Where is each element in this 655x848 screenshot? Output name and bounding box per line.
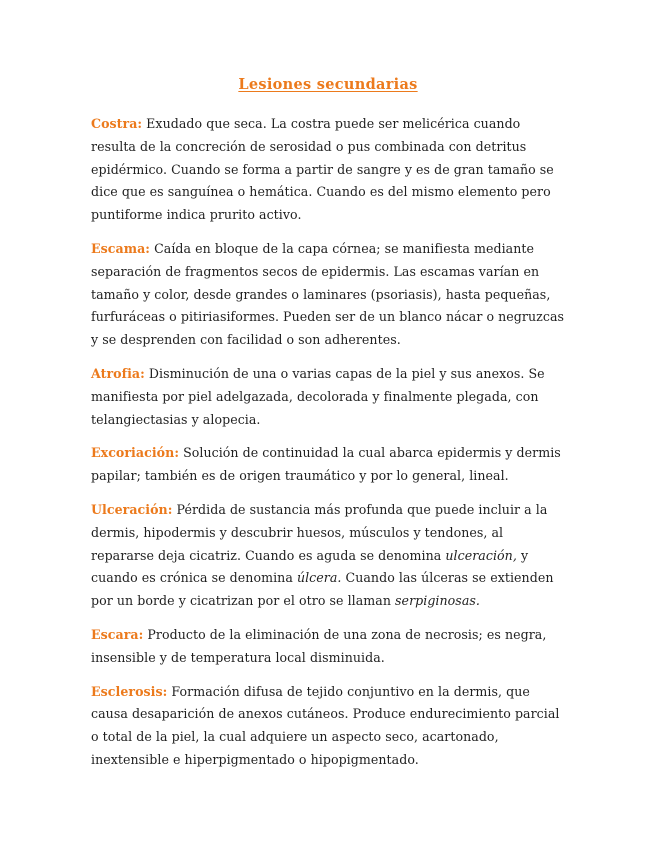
entry-definition-italic: ulceración, xyxy=(445,547,517,563)
entry-esclerosis xyxy=(91,681,565,772)
entry-costra xyxy=(91,113,565,227)
entry-definition: Formación difusa de tejido conjuntivo en la dermis, que causa desaparición de anexos cutáneos. Produce endurecimiento parcial o total de la piel, la cual adquiere un aspecto seco, acartonado, inextensible e hiperpigmentado o hipopigmentado. xyxy=(91,683,560,767)
entry-definition-italic: serpiginosas. xyxy=(395,593,480,609)
entry-term: Esclerosis: xyxy=(91,683,168,699)
entry-definition: Producto de la eliminación de una zona de necrosis; es negra, insensible y de temperatura local disminuida. xyxy=(91,626,547,665)
entry-term: Costra: xyxy=(91,116,143,131)
entry-definition: Caída en bloque de la capa córnea; se manifiesta mediante separación de fragmentos secos de epidermis. Las escamas varían en tamaño y color, desde grandes o laminares (psoriasis), hasta pequeñas, furfuráceas o pitiriasiformes. Pueden ser de un blanco nácar o negruzcas y se desprenden con facilidad o son adherentes. xyxy=(91,240,565,348)
entry-definition-italic: úlcera. xyxy=(296,570,342,586)
entry-atrofia xyxy=(91,363,565,431)
entry-term: Escara: xyxy=(91,626,144,642)
entry-ulceracion xyxy=(91,499,565,613)
entry-definition-part: Cuando las úlceras se extienden por un borde y cicatrizan por el otro se llaman xyxy=(91,570,554,609)
entry-term: Ulceración: xyxy=(91,501,173,517)
document-title: Lesiones secundarias xyxy=(238,76,418,93)
entry-term: Escama: xyxy=(91,240,151,256)
entry-definition: Solución de continuidad la cual abarca epidermis y dermis papilar; también es de origen traumático y por lo general, lineal. xyxy=(91,445,561,484)
entry-term: Excoriación: xyxy=(91,445,180,461)
entry-excoriacion xyxy=(91,442,565,488)
entry-escama xyxy=(91,238,565,352)
entry-definition-part: y cuando es crónica se denomina xyxy=(91,547,529,586)
entry-definition: Disminución de una o varias capas de la piel y sus anexos. Se manifiesta por piel adelgazada, decolorada y finalmente plegada, con telangiectasias y alopecia. xyxy=(91,365,545,427)
entry-definition-part: Pérdida de sustancia más profunda que puede incluir a la dermis, hipodermis y descubrir huesos, músculos y tendones, al repararse deja cicatriz. Cuando es aguda se denomina xyxy=(91,501,548,563)
entry-term: Atrofia: xyxy=(91,365,145,381)
entry-escara xyxy=(91,624,565,670)
entry-definition: Exudado que seca. La costra puede ser melicérica cuando resulta de la concreción de serosidad o pus combinada con detritus epidérmico. Cuando se forma a partir de sangre y es de gran tamaño se dice que es sanguínea o hemática. Cuando es del mismo elemento pero puntiforme indica prurito activo. xyxy=(91,116,554,223)
